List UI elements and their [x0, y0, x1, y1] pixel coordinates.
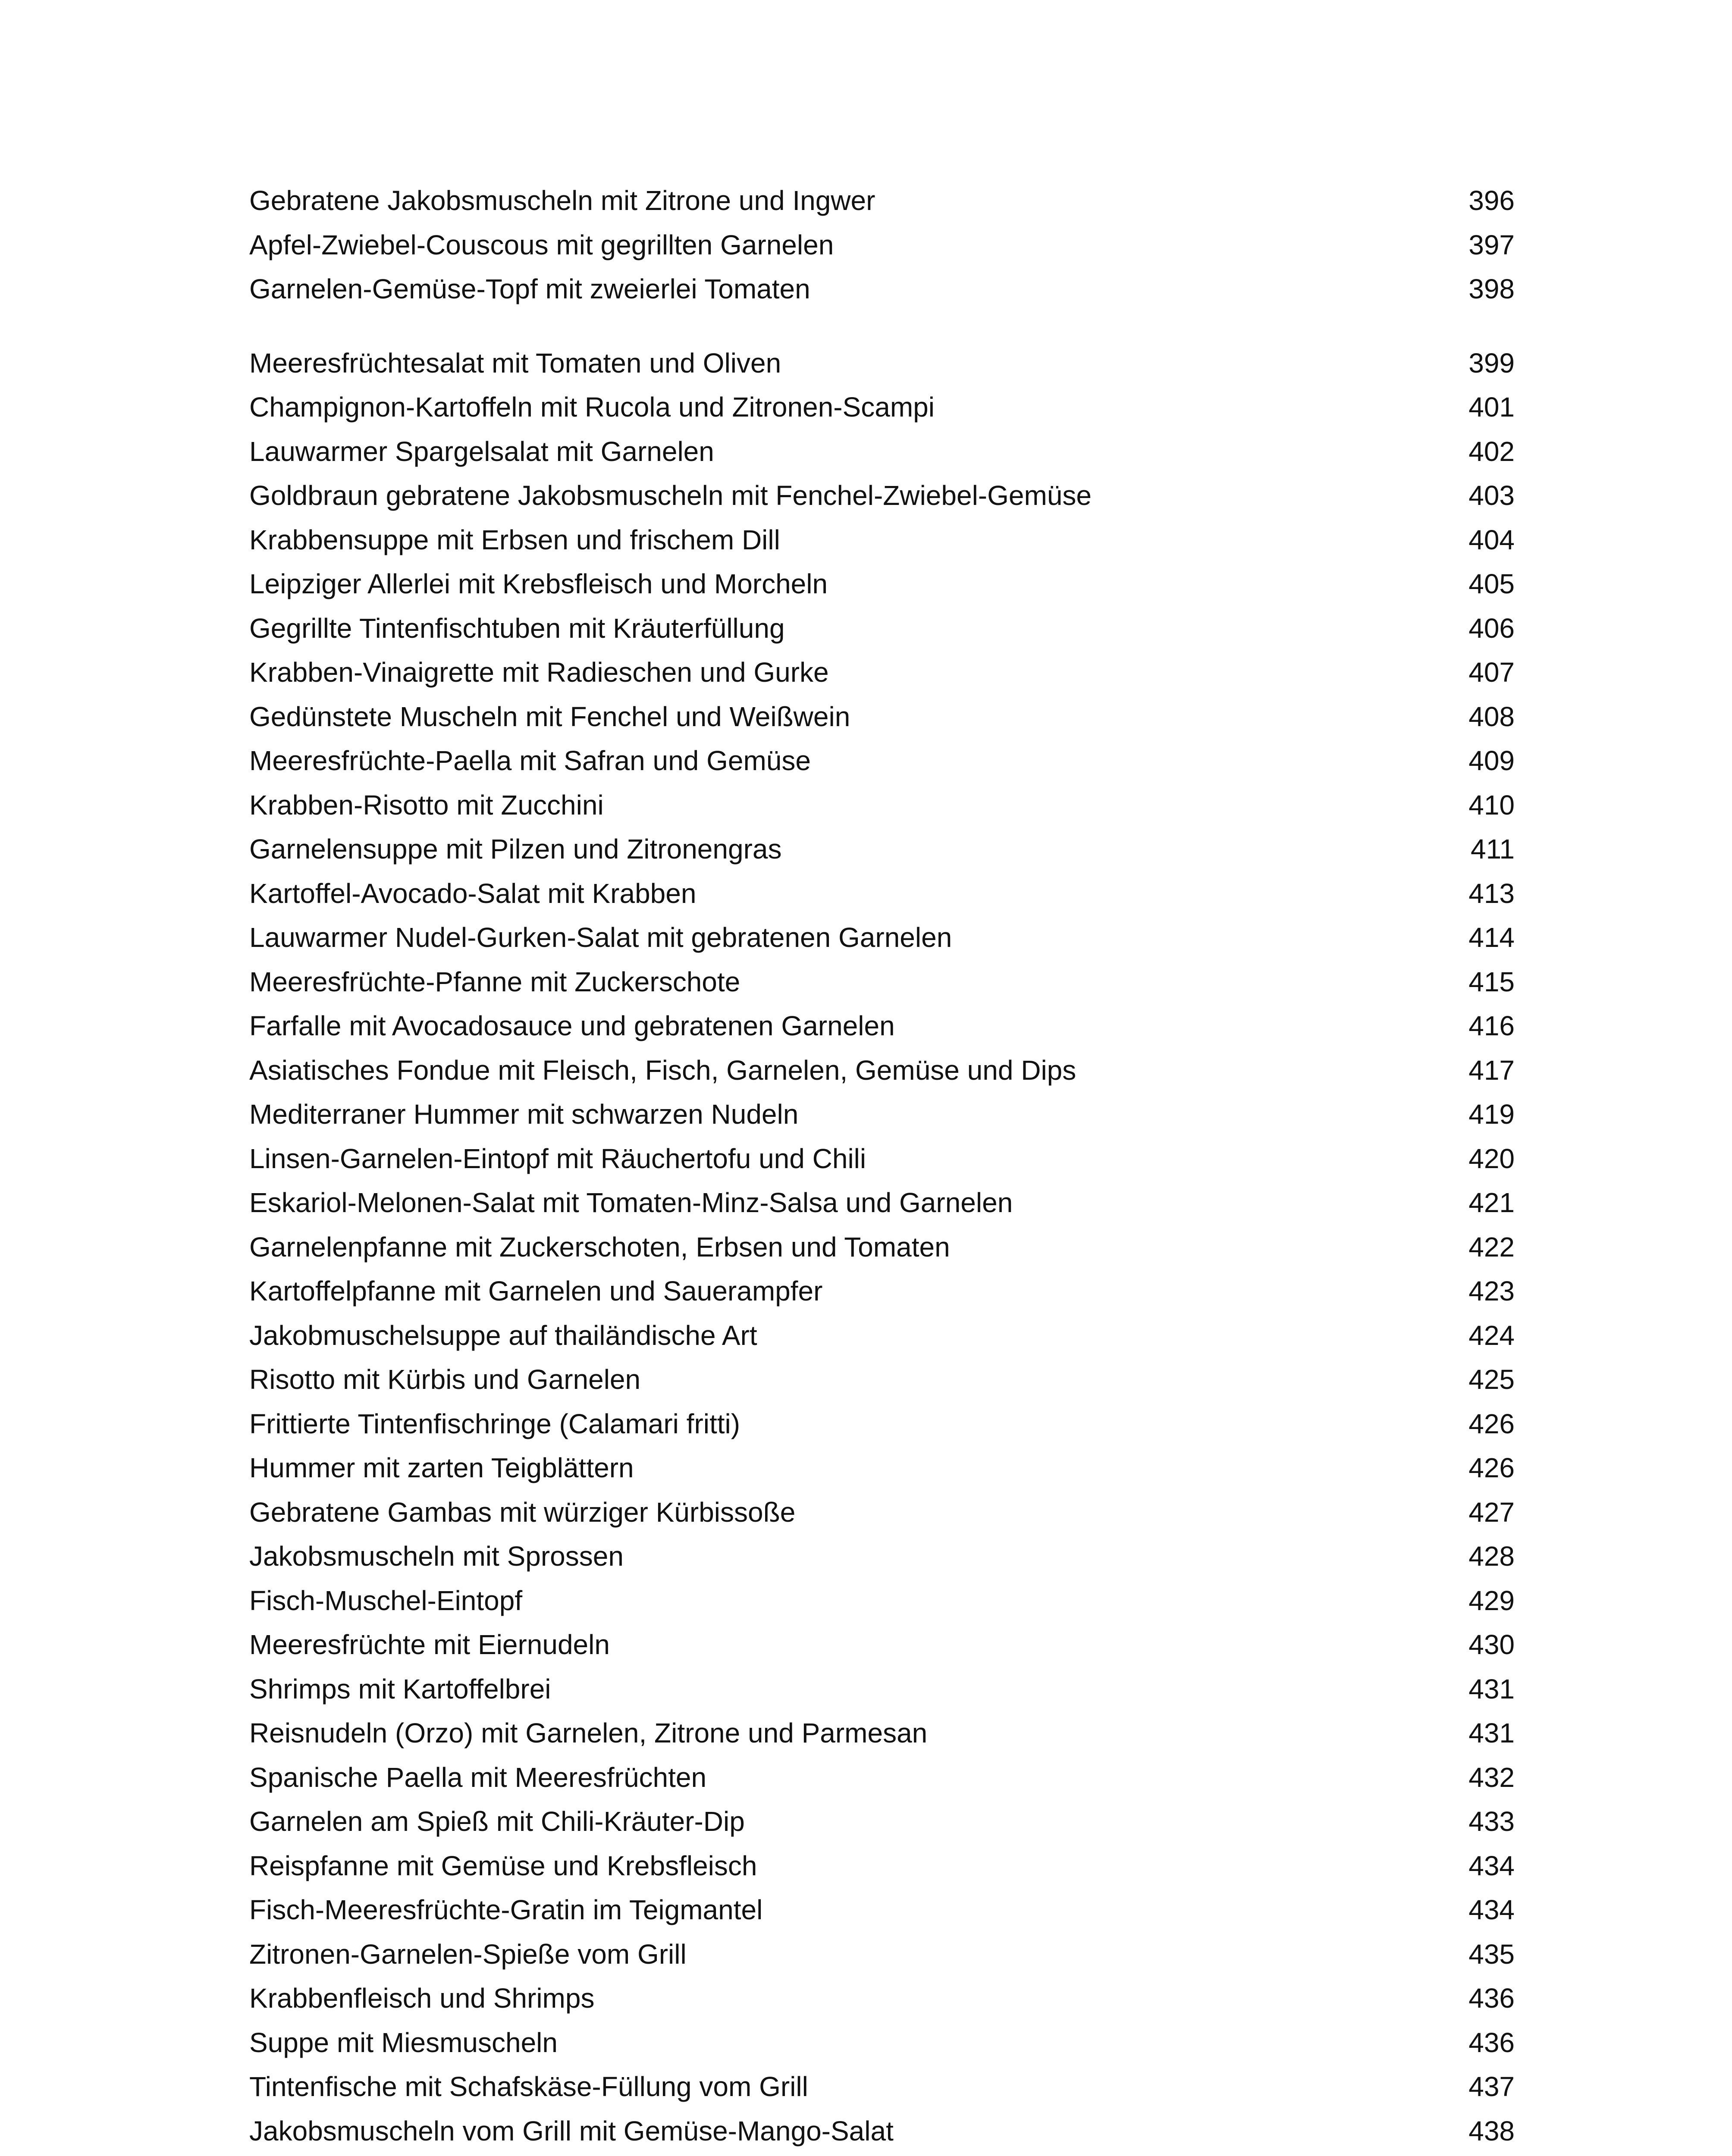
toc-entry-page: 397	[1468, 229, 1515, 260]
toc-entry	[249, 385, 1515, 429]
toc-entry	[249, 2021, 1515, 2065]
toc-entry-page: 434	[1468, 1850, 1515, 1881]
toc-entry	[249, 1402, 1515, 1446]
toc-entry-page: 402	[1468, 436, 1515, 467]
toc-entry-page: 437	[1468, 2071, 1515, 2102]
toc-entry-title: Goldbraun gebratene Jakobsmuscheln mit Fenchel-Zwiebel-Gemüse	[249, 480, 1092, 511]
toc-entry	[249, 341, 1515, 385]
toc-entry-title: Gebratene Jakobsmuscheln mit Zitrone und Ingwer	[249, 185, 875, 216]
toc-entry-page: 436	[1468, 2027, 1515, 2058]
toc-entry-page: 396	[1468, 185, 1515, 216]
toc-entry-page: 415	[1468, 966, 1515, 997]
toc-entry-page: 432	[1468, 1761, 1515, 1793]
toc-entry-title: Jakobmuschelsuppe auf thailändische Art	[249, 1319, 757, 1351]
toc-entry-title: Jakobsmuscheln vom Grill mit Gemüse-Mango-Salat	[249, 2115, 894, 2147]
toc-entry	[249, 606, 1515, 651]
toc-entry	[249, 827, 1515, 871]
toc-entry	[249, 960, 1515, 1004]
toc-entry	[249, 179, 1515, 223]
toc-entry-page: 413	[1468, 877, 1515, 909]
toc-entry-title: Kartoffelpfanne mit Garnelen und Sauerampfer	[249, 1275, 823, 1307]
toc-entry-title: Apfel-Zwiebel-Couscous mit gegrillten Garnelen	[249, 229, 834, 260]
toc-entry	[249, 1446, 1515, 1490]
toc-entry	[249, 1711, 1515, 1755]
toc-entry	[249, 1844, 1515, 1888]
toc-entry	[249, 1048, 1515, 1093]
toc-entry-title: Garnelen-Gemüse-Topf mit zweierlei Tomaten	[249, 273, 810, 304]
toc-entry-title: Zitronen-Garnelen-Spieße vom Grill	[249, 1938, 687, 1970]
toc-entry	[249, 1490, 1515, 1535]
toc-entry	[249, 1667, 1515, 1711]
toc-entry-title: Meeresfrüchte-Paella mit Safran und Gemüse	[249, 745, 811, 776]
toc-entry-title: Tintenfische mit Schafskäse-Füllung vom Grill	[249, 2071, 808, 2102]
toc-entry-title: Kartoffel-Avocado-Salat mit Krabben	[249, 877, 697, 909]
toc-entry-title: Krabben-Risotto mit Zucchini	[249, 789, 604, 821]
toc-entry-page: 424	[1468, 1319, 1515, 1351]
toc-entry-page: 434	[1468, 1894, 1515, 1925]
toc-entry-title: Meeresfrüchte mit Eiernudeln	[249, 1629, 610, 1660]
toc-entry	[249, 871, 1515, 916]
toc-entry-page: 398	[1468, 273, 1515, 304]
toc-entry	[249, 1181, 1515, 1225]
toc-entry-title: Suppe mit Miesmuscheln	[249, 2027, 558, 2058]
toc-entry	[249, 1888, 1515, 1932]
toc-entry-page: 421	[1468, 1187, 1515, 1218]
toc-entry-title: Lauwarmer Spargelsalat mit Garnelen	[249, 436, 714, 467]
toc-entry	[249, 1137, 1515, 1181]
toc-entry-page: 403	[1468, 480, 1515, 511]
toc-entry-page: 435	[1468, 1938, 1515, 1970]
toc-entry-title: Reisnudeln (Orzo) mit Garnelen, Zitrone und Parmesan	[249, 1717, 928, 1749]
toc-entry-page: 425	[1468, 1364, 1515, 1395]
toc-entry-title: Gedünstete Muscheln mit Fenchel und Weißwein	[249, 701, 850, 732]
toc-entry-page: 404	[1468, 524, 1515, 555]
toc-entry	[249, 1799, 1515, 1844]
toc-entry-title: Champignon-Kartoffeln mit Rucola und Zitronen-Scampi	[249, 392, 935, 423]
toc-entry	[249, 1534, 1515, 1579]
toc-entry-title: Farfalle mit Avocadosauce und gebratenen Garnelen	[249, 1010, 895, 1041]
toc-entry	[249, 739, 1515, 783]
toc-entry-title: Hummer mit zarten Teigblättern	[249, 1452, 634, 1483]
toc-entry-page: 399	[1468, 347, 1515, 379]
toc-entry-page: 436	[1468, 1983, 1515, 2014]
toc-entry	[249, 2153, 1515, 2156]
toc-entry	[249, 1579, 1515, 1623]
toc-entry	[249, 518, 1515, 562]
toc-entry-title: Leipziger Allerlei mit Krebsfleisch und Morcheln	[249, 568, 828, 599]
toc-entry	[249, 2065, 1515, 2109]
toc-entry	[249, 223, 1515, 267]
toc-entry-title: Frittierte Tintenfischringe (Calamari fritti)	[249, 1408, 740, 1439]
toc-entry	[249, 1932, 1515, 1977]
toc-entry-page: 417	[1468, 1054, 1515, 1086]
toc-entry-page: 428	[1468, 1541, 1515, 1572]
toc-entry	[249, 915, 1515, 960]
toc-entry-title: Garnelenpfanne mit Zuckerschoten, Erbsen und Tomaten	[249, 1231, 950, 1263]
toc-entry-title: Fisch-Muschel-Eintopf	[249, 1585, 523, 1616]
toc-entry-title	[249, 2153, 1468, 2156]
toc-entry	[249, 783, 1515, 827]
toc-entry	[249, 1755, 1515, 1800]
toc-entry-page: 429	[1468, 1585, 1515, 1616]
toc-entry-page: 427	[1468, 1496, 1515, 1528]
toc-entry	[249, 1004, 1515, 1048]
toc-entry-page: 426	[1468, 1452, 1515, 1483]
toc-entry-title: Reispfanne mit Gemüse und Krebsfleisch	[249, 1850, 757, 1881]
toc-entry-page: 408	[1468, 701, 1515, 732]
toc-entry	[249, 650, 1515, 695]
toc-entry	[249, 2109, 1515, 2153]
toc-entry-title: Krabbensuppe mit Erbsen und frischem Dill	[249, 524, 780, 555]
toc-entry-title: Meeresfrüchtesalat mit Tomaten und Oliven	[249, 347, 781, 379]
toc-entry-page: 423	[1468, 1275, 1515, 1307]
toc-entry-page: 422	[1468, 1231, 1515, 1263]
toc-entry	[249, 1092, 1515, 1137]
toc-entry-page: 430	[1468, 1629, 1515, 1660]
toc-entry	[249, 1623, 1515, 1667]
toc-entry-title: Eskariol-Melonen-Salat mit Tomaten-Minz-Salsa und Garnelen	[249, 1187, 1013, 1218]
toc-entry	[249, 1357, 1515, 1402]
toc-entry-page: 431	[1468, 1717, 1515, 1749]
toc-entry-page	[1468, 2153, 1515, 2156]
toc-entry-title: Spanische Paella mit Meeresfrüchten	[249, 1761, 707, 1793]
toc-entry-title: Mediterraner Hummer mit schwarzen Nudeln	[249, 1099, 799, 1130]
toc-entry-title: Krabben-Vinaigrette mit Radieschen und Gurke	[249, 657, 829, 688]
toc-entry-title: Gegrillte Tintenfischtuben mit Kräuterfüllung	[249, 612, 785, 644]
toc-entry-title: Fisch-Meeresfrüchte-Gratin im Teigmantel	[249, 1894, 763, 1925]
toc-entry-page: 416	[1468, 1010, 1515, 1041]
toc-entry	[249, 1269, 1515, 1313]
toc-entry-title: Linsen-Garnelen-Eintopf mit Räuchertofu und Chili	[249, 1143, 866, 1174]
toc-entry	[249, 429, 1515, 474]
toc-entry-title: Risotto mit Kürbis und Garnelen	[249, 1364, 641, 1395]
toc-entry	[249, 473, 1515, 518]
toc-entry-page: 426	[1468, 1408, 1515, 1439]
toc-entry-page: 401	[1468, 392, 1515, 423]
toc-entry-title: Lauwarmer Nudel-Gurken-Salat mit gebratenen Garnelen	[249, 922, 952, 953]
toc-entry-page: 431	[1468, 1673, 1515, 1705]
toc-entry	[249, 267, 1515, 311]
toc-entry-title: Shrimps mit Kartoffelbrei	[249, 1673, 551, 1705]
toc-entry	[249, 1313, 1515, 1358]
toc-entry-page: 420	[1468, 1143, 1515, 1174]
toc-entry-title: Meeresfrüchte-Pfanne mit Zuckerschote	[249, 966, 740, 997]
toc-entry-page: 411	[1470, 834, 1515, 865]
toc-entry-title: Krabbenfleisch und Shrimps	[249, 1983, 595, 2014]
toc-entry-page: 419	[1468, 1099, 1515, 1130]
toc-entry-page: 409	[1468, 745, 1515, 776]
toc-entry-page: 438	[1468, 2115, 1515, 2147]
toc-entry-page: 405	[1468, 568, 1515, 599]
toc-entry-title: Garnelen am Spieß mit Chili-Kräuter-Dip	[249, 1806, 745, 1837]
toc-entry	[249, 1976, 1515, 2021]
toc-entry-page: 410	[1468, 789, 1515, 821]
table-of-contents	[249, 179, 1515, 2156]
toc-entry-page: 414	[1468, 922, 1515, 953]
toc-entry	[249, 695, 1515, 739]
toc-entry-title: Jakobsmuscheln mit Sprossen	[249, 1541, 624, 1572]
toc-entry-page: 433	[1468, 1806, 1515, 1837]
toc-entry-page: 406	[1468, 612, 1515, 644]
toc-entry-title: Asiatisches Fondue mit Fleisch, Fisch, Garnelen, Gemüse und Dips	[249, 1054, 1076, 1086]
toc-entry	[249, 1225, 1515, 1269]
toc-entry-title: Garnelensuppe mit Pilzen und Zitronengras	[249, 834, 782, 865]
toc-entry-page: 407	[1468, 657, 1515, 688]
toc-entry	[249, 562, 1515, 606]
toc-entry-title: Gebratene Gambas mit würziger Kürbissoße	[249, 1496, 796, 1528]
